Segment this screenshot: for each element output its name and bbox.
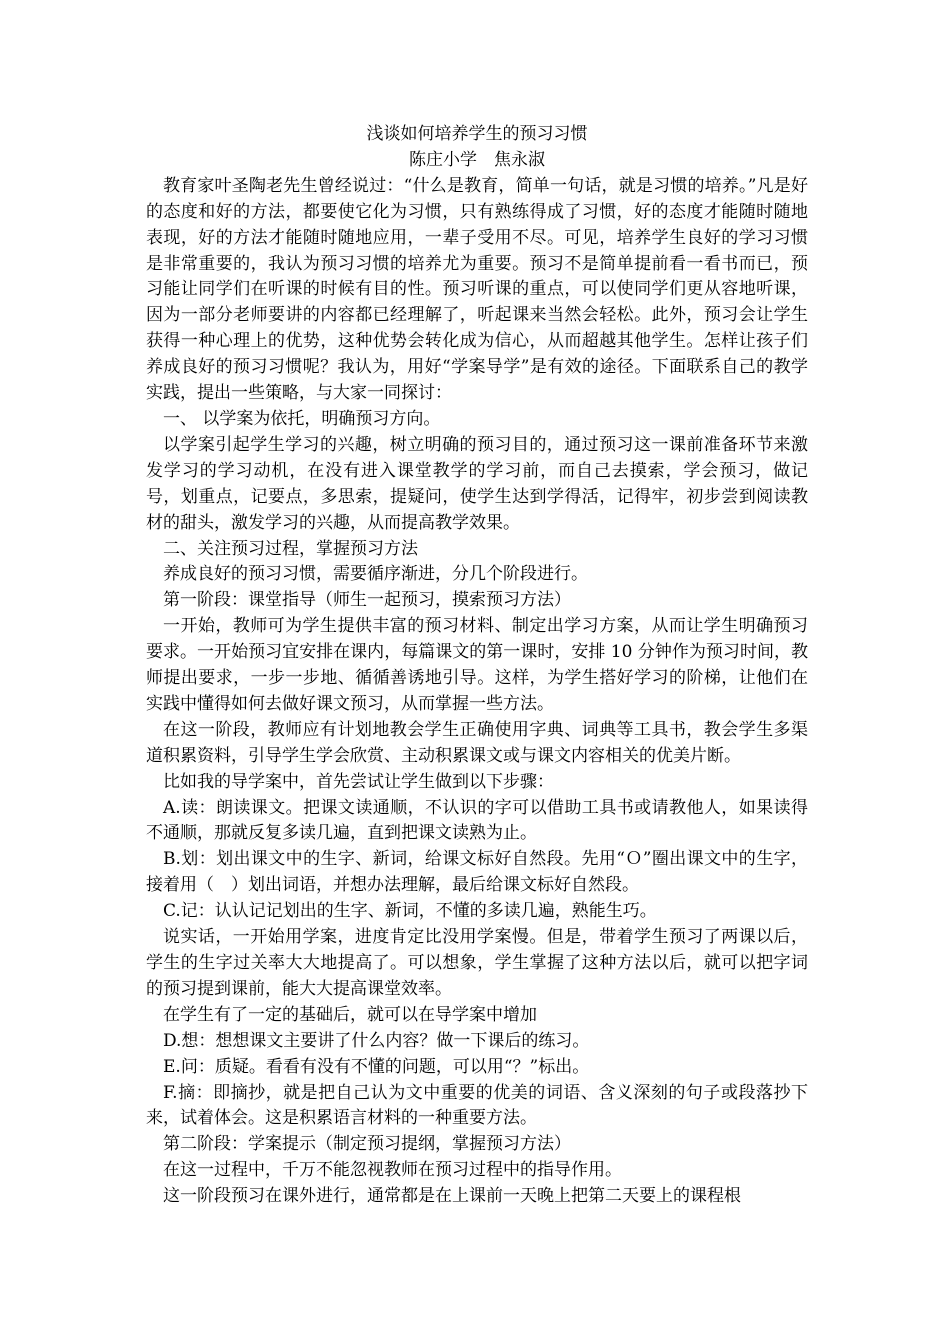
paragraph: 教育家叶圣陶老先生曾经说过：“什么是教育，简单一句话，就是习惯的培养。”凡是好的态度和好的方法，都要使它化为习惯，只有熟练得成了习惯，好的态度才能随时随地表现，好的方法才能随时随地应用，一辈子受用不尽。可见，培养学生良好的学习习惯是非常重要的，我认为预习习惯的培养尤为重要。预习不是简单提前看一看书而已，预习能让同学们在听课的时候有目的性。预习听课的重点，可以使同学们更从容地听课，因为一部分老师要讲的内容都已经理解了，听起课来当然会轻松。此外，预习会让学生获得一种心理上的优势，这种优势会转化成为信心，从而超越其他学生。怎样让孩子们养成良好的预习习惯呢？我认为，用好“学案导学”是有效的途径。下面联系自己的教学实践，提出一些策略，与大家一同探讨： [146, 175, 808, 404]
section-heading: 二、关注预习过程，掌握预习方法 [163, 538, 418, 559]
step-item: F.摘：即摘抄，就是把自己认为文中重要的优美的词语、含义深刻的句子或段落抄下来，试着体会。这是积累语言材料的一种重要方法。 [146, 1082, 808, 1129]
paragraph: 说实话，一开始用学案，进度肯定比没用学案慢。但是，带着学生预习了两课以后，学生的生字过关率大大地提高了。可以想象，学生掌握了这种方法以后，就可以把字词的预习提到课前，能大大提高课堂效率。 [146, 927, 808, 999]
paragraph: 在这一阶段，教师应有计划地教会学生正确使用字典、词典等工具书，教会学生多渠道积累资料，引导学生学会欣赏、主动积累课文或与课文内容相关的优美片断。 [146, 719, 808, 766]
step-item: D.想：想想课文主要讲了什么内容？做一下课后的练习。 [163, 1030, 590, 1051]
document-page [146, 122, 808, 1210]
paragraph: 一开始，教师可为学生提供丰富的预习材料、制定出学习方案，从而让学生明确预习要求。一开始预习宜安排在课内，每篇课文的第一课时，安排 10 分钟作为预习时间，教师提出要求，一步一步地、循循善诱地引导。这样，为学生搭好学习的阶梯，让他们在实践中懂得如何去做好课文预习，从而掌握一些方法。 [146, 616, 808, 714]
step-item: B.划：划出课文中的生字、新词，给课文标好自然段。先用“Ｏ”圈出课文中的生字，接着用（ ）划出词语，并想办法理解，最后给课文标好自然段。 [146, 849, 808, 896]
section-heading: 一、 以学案为依托，明确预习方向。 [163, 408, 441, 429]
document-title: 浅谈如何培养学生的预习习惯 [366, 124, 588, 144]
step-item: C.记：认认记记划出的生字、新词，不懂的多读几遍，熟能生巧。 [163, 901, 657, 922]
stage-heading: 第二阶段：学案提示（制定预习提纲，掌握预习方法） [163, 1134, 571, 1155]
paragraph: 养成良好的预习习惯，需要循序渐进，分几个阶段进行。 [163, 564, 588, 585]
paragraph: 在学生有了一定的基础后，就可以在导学案中增加 [163, 1004, 537, 1025]
paragraph: 比如我的导学案中，首先尝试让学生做到以下步骤： [163, 771, 554, 792]
step-item: A.读：朗读课文。把课文读通顺，不认识的字可以借助工具书或请教他人，如果读得不通顺，那就反复多读几遍，直到把课文读熟为止。 [146, 797, 808, 844]
paragraph: 这一阶段预习在课外进行，通常都是在上课前一天晚上把第二天要上的课程根 [163, 1186, 741, 1207]
paragraph: 以学案引起学生学习的兴趣，树立明确的预习目的，通过预习这一课前准备环节来激发学习的学习动机，在没有进入课堂教学的学习前，而自己去摸索，学会预习，做记号，划重点，记要点，多思索，提疑问，使学生达到学得活，记得牢，初步尝到阅读教材的甜头，激发学习的兴趣，从而提高教学效果。 [146, 434, 808, 533]
document-author: 陈庄小学 焦永淑 [409, 149, 545, 170]
step-item: E.问：质疑。看看有没有不懂的问题，可以用“？”标出。 [163, 1056, 590, 1077]
stage-heading: 第一阶段：课堂指导（师生一起预习，摸索预习方法） [163, 590, 571, 611]
document-body [146, 174, 808, 1210]
paragraph: 在这一过程中，千万不能忽视教师在预习过程中的指导作用。 [163, 1160, 622, 1181]
